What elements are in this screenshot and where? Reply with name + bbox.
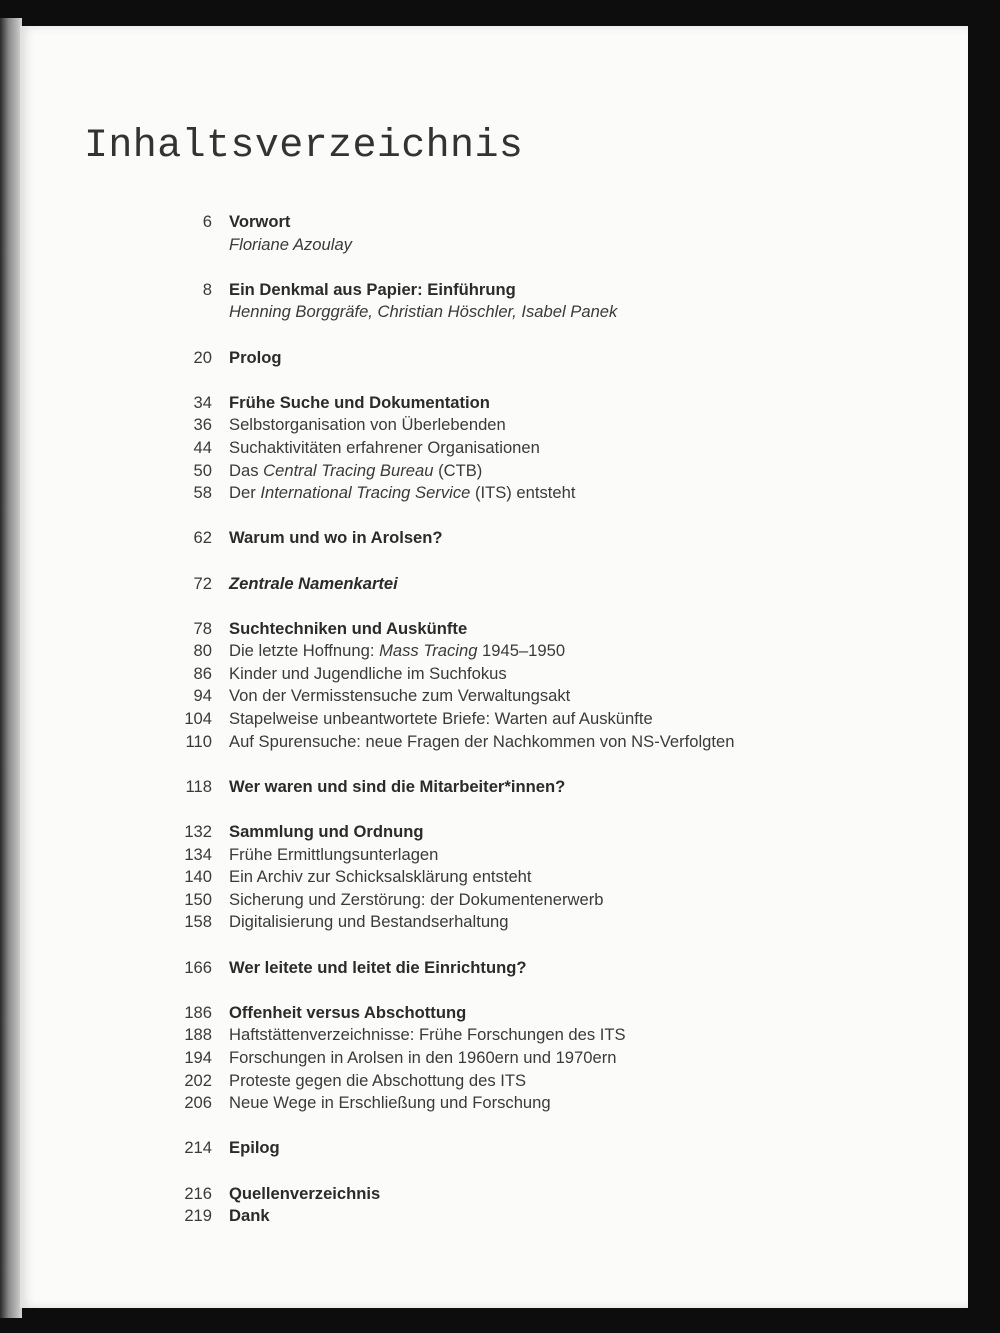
- toc-section-title: Die letzte Hoffnung: Mass Tracing 1945–1950: [229, 641, 566, 661]
- toc-entry: [20, 821, 968, 844]
- toc-section-title: Digitalisierung und Bestandserhaltung: [229, 912, 509, 932]
- toc-chapter-title: Ein Denkmal aus Papier: Einführung: [229, 279, 516, 299]
- toc-entry: [20, 866, 968, 889]
- toc-section-title: Das Central Tracing Bureau (CTB): [229, 460, 483, 480]
- toc-entry: [20, 1047, 968, 1070]
- toc-entry: [20, 437, 968, 460]
- toc-section-title: Kinder und Jugendliche im Suchfokus: [229, 663, 507, 683]
- toc-chapter-title: Wer leitete und leitet die Einrichtung?: [229, 957, 527, 977]
- toc-entry: [20, 1092, 968, 1115]
- toc-chapter-title: Dank: [229, 1206, 270, 1226]
- toc-page-number: 132: [184, 822, 212, 842]
- toc-section-title: Frühe Ermittlungsunterlagen: [229, 844, 439, 864]
- toc-entry: [20, 301, 968, 324]
- toc-entry: [20, 776, 968, 799]
- toc-section-title: Selbstorganisation von Überlebenden: [229, 415, 506, 435]
- toc-page-number: 8: [202, 279, 212, 299]
- toc-page-number: 62: [193, 528, 212, 548]
- toc-entry: [20, 1024, 968, 1047]
- toc-page-number: 110: [185, 731, 212, 751]
- toc-entry: [20, 279, 968, 302]
- toc-section-title: Stapelweise unbeantwortete Briefe: Warten auf Auskünfte: [229, 709, 653, 729]
- toc-chapter-title: Offenheit versus Abschottung: [229, 1002, 467, 1022]
- toc-entry: [20, 573, 968, 596]
- toc-entry: [20, 640, 968, 663]
- toc-page-number: 188: [184, 1025, 212, 1045]
- toc-page-number: 118: [185, 776, 212, 796]
- toc-chapter-title: Quellenverzeichnis: [229, 1183, 381, 1203]
- book-page: [20, 26, 968, 1308]
- toc-page-number: 140: [184, 867, 212, 887]
- toc-author: Floriane Azoulay: [229, 234, 352, 254]
- page-title: Inhaltsverzeichnis: [84, 124, 524, 169]
- toc-entry: [20, 460, 968, 483]
- toc-page-number: 194: [184, 1047, 212, 1067]
- toc-section-title: Sicherung und Zerstörung: der Dokumentenerwerb: [229, 889, 604, 909]
- toc-page-number: 214: [184, 1138, 212, 1158]
- toc-entry: [20, 731, 968, 754]
- toc-page-number: 94: [193, 686, 212, 706]
- toc-page-number: 219: [184, 1206, 212, 1226]
- toc-entry: [20, 1070, 968, 1093]
- toc-chapter-title: Wer waren und sind die Mitarbeiter*innen?: [229, 776, 566, 796]
- toc-page-number: 72: [193, 573, 212, 593]
- toc-page-number: 104: [184, 709, 212, 729]
- toc-page-number: 6: [202, 212, 212, 231]
- toc-section-title: Ein Archiv zur Schicksalsklärung entsteht: [229, 867, 532, 887]
- toc-entry: [20, 527, 968, 550]
- toc-section-title: Haftstättenverzeichnisse: Frühe Forschungen des ITS: [229, 1025, 626, 1045]
- toc-entry: [20, 211, 968, 234]
- toc-page-number: 186: [184, 1002, 212, 1022]
- toc-chapter-title: Suchtechniken und Auskünfte: [229, 618, 468, 638]
- toc-entry: [20, 844, 968, 867]
- toc-page-number: 20: [193, 347, 212, 367]
- toc-page-number: 202: [184, 1070, 212, 1090]
- toc-page-number: 50: [193, 460, 212, 480]
- toc-entry: [20, 685, 968, 708]
- toc-entry: [20, 1137, 968, 1160]
- toc-entry: [20, 414, 968, 437]
- toc-entry: [20, 347, 968, 370]
- toc-chapter-title: Vorwort: [229, 212, 291, 231]
- toc-entry: [20, 911, 968, 934]
- book-spine-edge: [0, 18, 22, 1318]
- toc-page-number: 34: [193, 392, 212, 412]
- toc-chapter-title: Zentrale Namenkartei: [229, 573, 398, 593]
- toc-entry: [20, 618, 968, 641]
- toc-page-number: 206: [184, 1093, 212, 1113]
- toc-chapter-title: Epilog: [229, 1138, 280, 1158]
- toc-page-number: 58: [193, 483, 212, 503]
- toc-section-title: Suchaktivitäten erfahrener Organisationen: [229, 437, 540, 457]
- table-of-contents: [20, 211, 968, 1228]
- toc-section-title: Neue Wege in Erschließung und Forschung: [229, 1093, 551, 1113]
- toc-chapter-title: Warum und wo in Arolsen?: [229, 528, 443, 548]
- toc-page-number: 44: [193, 437, 212, 457]
- toc-entry: [20, 1002, 968, 1025]
- toc-entry: [20, 1205, 968, 1228]
- toc-entry: [20, 234, 968, 257]
- toc-page-number: 86: [193, 663, 212, 683]
- toc-section-title: Von der Vermisstensuche zum Verwaltungsakt: [229, 686, 571, 706]
- toc-entry: [20, 663, 968, 686]
- toc-entry: [20, 392, 968, 415]
- toc-entry: [20, 1183, 968, 1206]
- toc-entry: [20, 889, 968, 912]
- toc-author: Henning Borggräfe, Christian Höschler, Isabel Panek: [229, 302, 618, 322]
- toc-chapter-title: Frühe Suche und Dokumentation: [229, 392, 490, 412]
- toc-page-number: 78: [193, 618, 212, 638]
- toc-page-number: 150: [184, 889, 212, 909]
- toc-entry: [20, 708, 968, 731]
- toc-page-number: 134: [184, 844, 212, 864]
- toc-page-number: 158: [184, 912, 212, 932]
- toc-entry: [20, 482, 968, 505]
- toc-entry: [20, 957, 968, 980]
- toc-page-number: 36: [193, 415, 212, 435]
- toc-page-number: 216: [184, 1183, 212, 1203]
- toc-chapter-title: Sammlung und Ordnung: [229, 822, 424, 842]
- toc-page-number: 166: [184, 957, 212, 977]
- toc-chapter-title: Prolog: [229, 347, 282, 367]
- toc-section-title: Der International Tracing Service (ITS) entsteht: [229, 483, 576, 503]
- toc-section-title: Auf Spurensuche: neue Fragen der Nachkommen von NS-Verfolgten: [229, 731, 735, 751]
- toc-section-title: Proteste gegen die Abschottung des ITS: [229, 1070, 527, 1090]
- toc-section-title: Forschungen in Arolsen in den 1960ern und 1970ern: [229, 1047, 617, 1067]
- toc-page-number: 80: [193, 641, 212, 661]
